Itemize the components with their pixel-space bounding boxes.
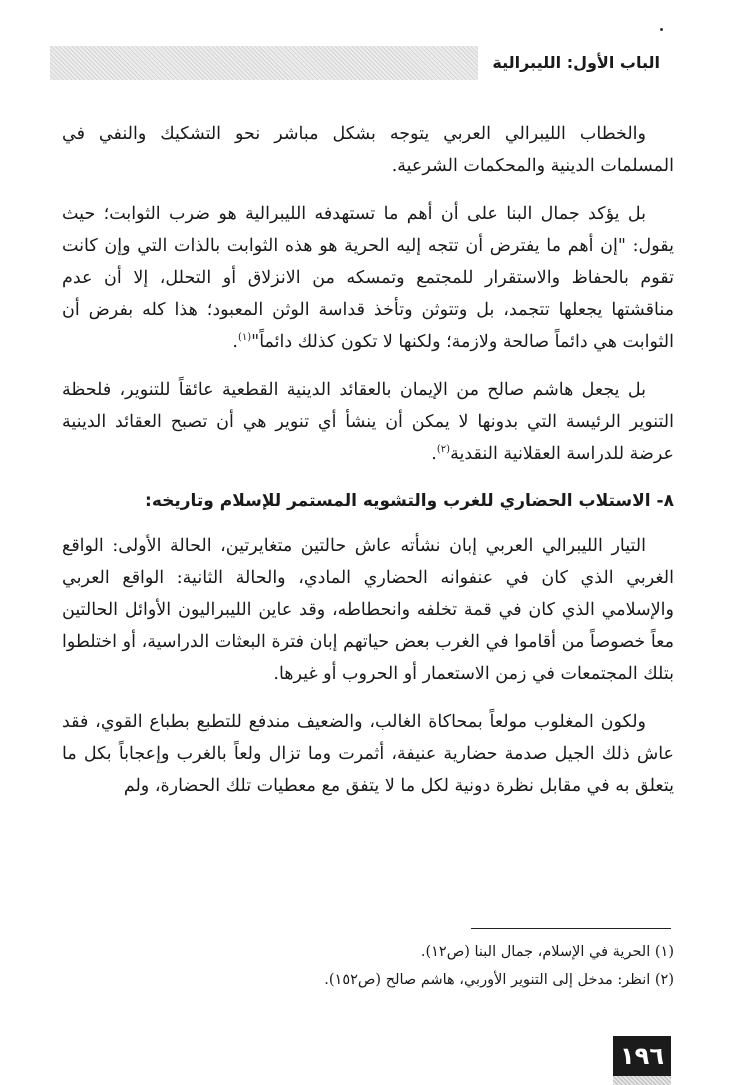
running-header bbox=[50, 46, 666, 80]
footnote: (١) الحرية في الإسلام، جمال البنا (ص١٢). bbox=[420, 944, 674, 960]
header-title: الباب الأول: الليبرالية bbox=[478, 46, 666, 80]
paragraph-text: والخطاب الليبرالي العربي يتوجه بشكل مباشر نحو التشكيك والنفي في المسلمات الدينية والمحكمات الشرعية. bbox=[62, 124, 674, 176]
footnote-divider bbox=[471, 928, 671, 929]
paragraph bbox=[62, 118, 674, 182]
paragraph-text: بل يؤكد جمال البنا على أن أهم ما تستهدفه الليبرالية هو ضرب الثوابت؛ حيث يقول: "إن أهم ما يفترض أن تتجه إليه الحرية هو هذه الثوابت بالذات التي وإن كانت تقوم بالحفاظ والاستقرار للمجتمع وتمسكه من الانزلاق أو التحلل، إلا أن عدم مناقشتها يجعلها تتجمد، بل وتتوثن وتأخذ قداسة الوثن المعبود؛ هذا كله بفرض أن الثوابت هي دائماً صالحة ولازمة؛ ولكنها لا تكون كذلك دائماً" bbox=[62, 204, 674, 352]
paragraph: ولكون المغلوب مولعاً بمحاكاة الغالب، والضعيف مندفع للتطبع بطباع القوي، فقد عاش ذلك الجيل صدمة حضارية عنيفة، أثمرت وما تزال ولعاً بالغرب وإعجاباً بكل ما يتعلق به في مقابل نظرة دونية لكل ما لا يتفق مع معطيات تلك الحضارة، ولم bbox=[62, 712, 674, 796]
paragraph-tail: . bbox=[232, 332, 238, 352]
paragraph: التيار الليبرالي العربي إبان نشأته عاش حالتين متغايرتين، الحالة الأولى: الواقع الغربي الذي كان في عنفوانه الحضاري المادي، والحالة الثانية: الواقع العربي والإسلامي الذي كان في قمة تخلفه وانحطاطه، وقد عاين الليبراليون الأوائل الحالتين معاً خصوصاً من أقاموا في الغرب بعض حياتهم إبان فترة البعثات الدراسية، أو اختلطوا بتلك المجتمعات في زمن الاستعمار أو الحروب أو غيرها. bbox=[62, 536, 674, 684]
page-number: ١٩٦ bbox=[613, 1036, 671, 1076]
header-dot bbox=[660, 28, 663, 31]
paragraph bbox=[62, 198, 674, 358]
footnote: (٢) انظر: مدخل إلى التنوير الأوربي، هاشم صالح (ص١٥٢). bbox=[324, 972, 674, 988]
footnote-ref[interactable]: (١) bbox=[237, 332, 252, 344]
paragraph-tail: . bbox=[431, 444, 437, 464]
paragraph-text: بل يجعل هاشم صالح من الإيمان بالعقائد الدينية القطعية عائقاً للتنوير، فلحظة التنوير الرئيسة التي بدونها لا يمكن أن ينشأ أي تنوير هي أن تصبح العقائد الدينية عرضة للدراسة العقلانية النقدية bbox=[62, 380, 674, 464]
page-body bbox=[62, 118, 674, 818]
footnotes bbox=[62, 938, 674, 994]
section-heading: ٨- الاستلاب الحضاري للغرب والتشويه المستمر للإسلام وتاريخه: bbox=[145, 491, 674, 511]
paragraph bbox=[62, 374, 674, 470]
footnote-ref[interactable]: (٢) bbox=[436, 444, 451, 456]
page-number-strip bbox=[613, 1076, 671, 1085]
